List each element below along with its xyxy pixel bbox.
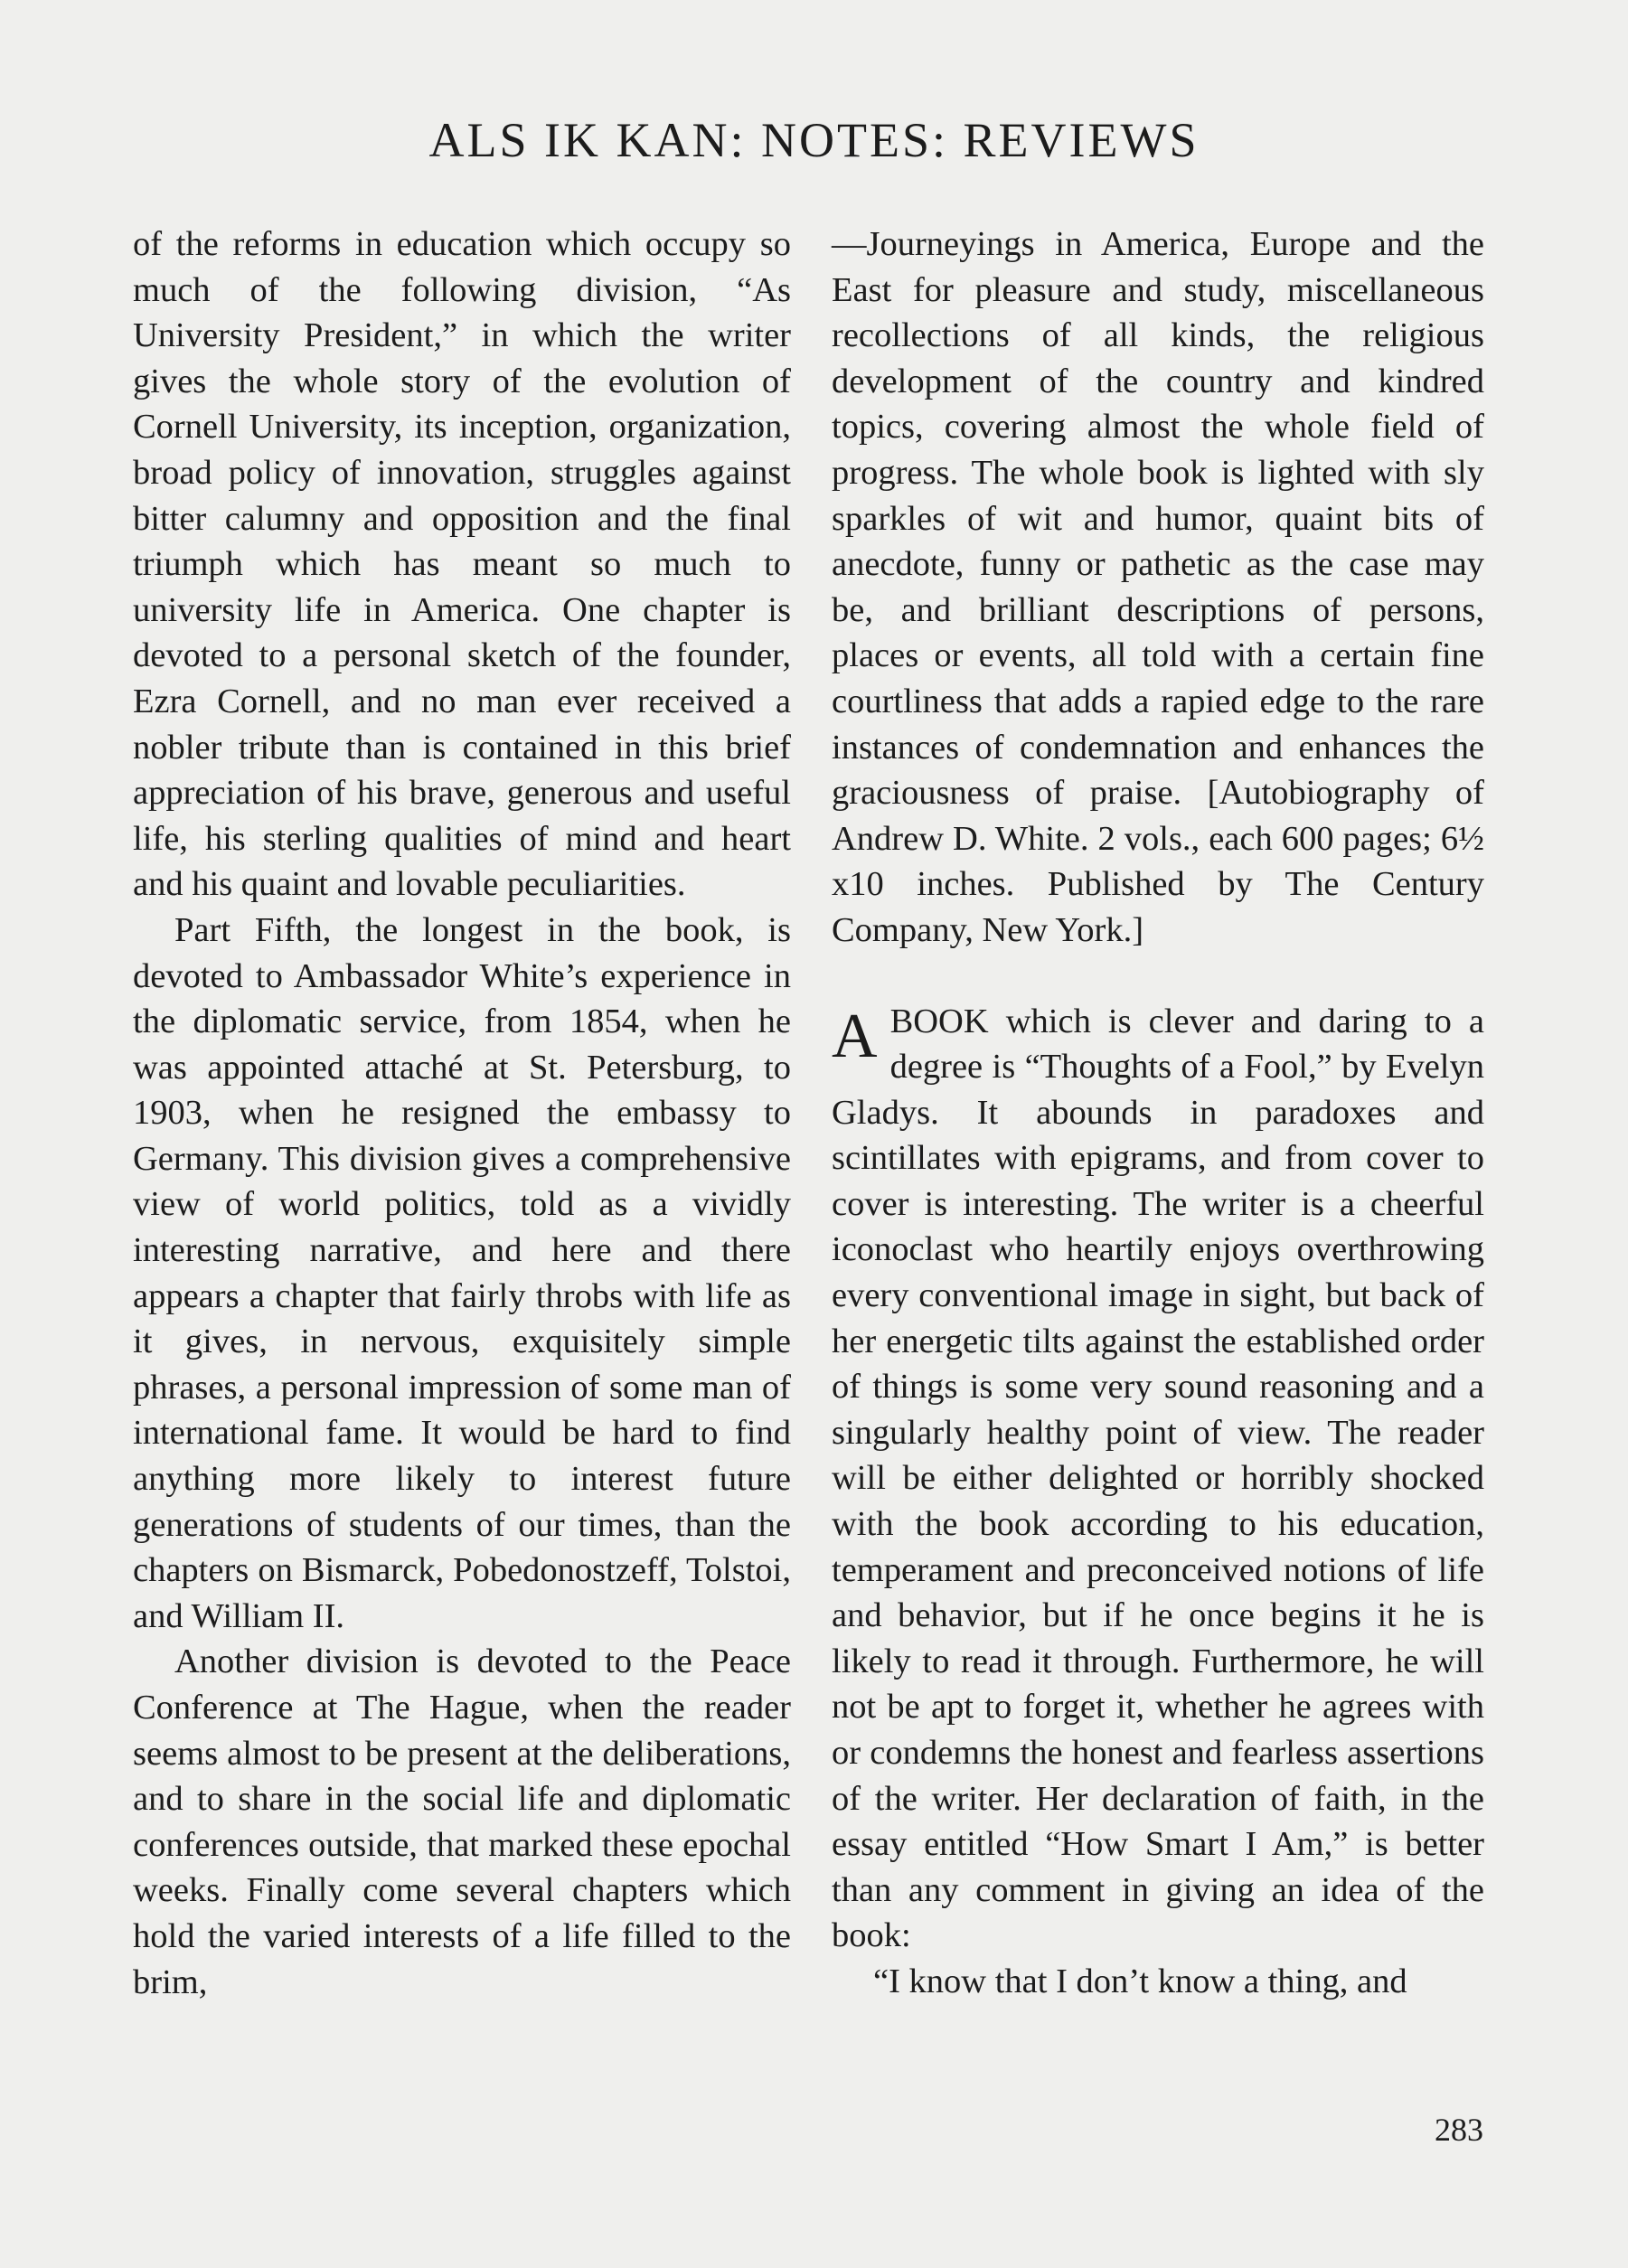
paragraph-thoughts-of-a-fool [832,999,1484,1959]
right-column [832,221,1484,2005]
left-column [133,221,791,2005]
running-head: ALS IK KAN: NOTES: REVIEWS [428,113,1200,167]
paragraph-part-fifth: Part Fifth, the longest in the book, is devoted to Ambassador White’s experience in the diplomatic service, from 1854, when he was appointed attaché at St. Petersburg, to 1903, when he resigned the embassy to Germany. This division gives a comprehensive view of world politics, told as a vividly interesting narrative, and here and there appears a chapter that fairly throbs with life as it gives, in nervous, exquisitely simple phrases, a personal impression of some man of international fame. It would be hard to find anything more likely to interest future generations of students of our times, than the chapters on Bismarck, Pobedonostzeff, Tolstoi, and William II. [133,910,791,1635]
page-number: 283 [1435,2112,1483,2148]
review-body: BOOK which is clever and daring to a degree is “Thoughts of a Fool,” by Evelyn Gladys. It abounds in paradoxes and scintillates with epigrams, and from cover to cover is interesting. The writer is a cheerful iconoclast who heartily enjoys overthrowing every conventional image in sight, but back of her energetic tilts against the established order of things is some very sound reasoning and a singularly healthy point of view. The reader will be either delighted or horribly shocked with the book according to his education, temperament and preconceived notions of life and behavior, but if he once begins it he is likely to read it through. Furthermore, he will not be apt to forget it, whether he agrees with or condemns the honest and fearless assertions of the writer. Her declaration of faith, in the essay entitled “How Smart I Am,” is better than any comment in giving an idea of the book: [832,1002,1484,1955]
paragraph-peace-conference: Another division is devoted to the Peace Conference at The Hague, when the reader seems almost to be present at the deliberations, and to share in the social life and diplomatic conferences outside, that marked these epochal weeks. Finally come several chapters which hold the varied interests of a life filled to the brim, [133,1642,791,2001]
paragraph-cornell-university: of the reforms in education which occupy so much of the following division, “As University President,” in which the writer gives the whole story of the evolution of Cornell University, its inception, organization, broad policy of innovation, struggles against bitter calumny and opposition and the final triumph which has meant so much to university life in America. One chapter is devoted to a personal sketch of the founder, Ezra Cornell, and no man ever received a nobler tribute than is contained in this brief appreciation of his brave, generous and useful life, his sterling qualities of mind and heart and his quaint and lovable peculiarities. [133,225,791,904]
paragraph-journeyings: —Journeyings in America, Europe and the East for pleasure and study, miscellaneous recollections of all kinds, the religious development of the country and kindred topics, covering almost the whole field of progress. The whole book is lighted with sly sparkles of wit and humor, quaint bits of anecdote, funny or pathetic as the case may be, and brilliant descriptions of persons, places or events, all told with a certain fine courtliness that adds a rapied edge to the rare instances of condemnation and enhances the graciousness of praise. [Autobiography of Andrew D. White. 2 vols., each 600 pages; 6½ x10 inches. Published by The Century Company, New York.] [832,225,1484,949]
paragraph-quotation: “I know that I don’t know a thing, and [873,1962,1407,2000]
drop-cap: A [832,1001,878,1071]
